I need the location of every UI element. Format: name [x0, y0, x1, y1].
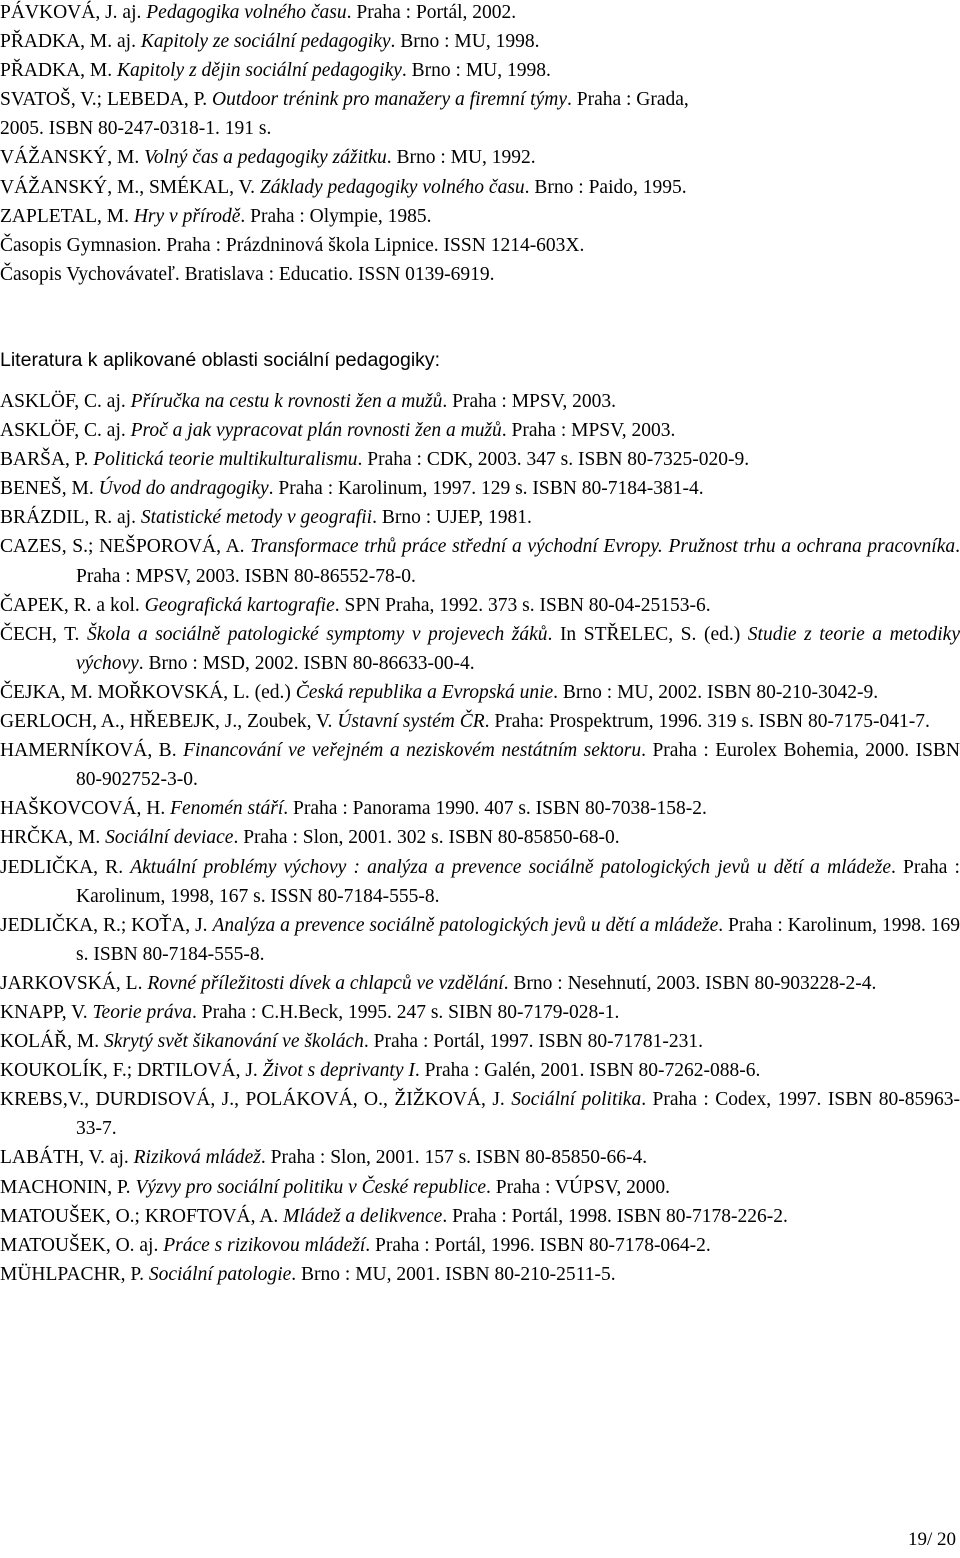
reference-text: . Praha: Prospektrum, 1996. 319 s. ISBN 80-7175-041-7.	[484, 711, 930, 733]
reference-text: . Praha : C.H.Beck, 1995. 247 s. SIBN 80-7179-028-1.	[192, 1001, 620, 1023]
reference-text: . Praha : Karolinum, 1997. 129 s. ISBN 80-7184-381-4.	[268, 478, 704, 500]
reference-title: Ústavní systém ČR	[337, 711, 485, 733]
reference-text: ZAPLETAL, M.	[0, 205, 134, 227]
reference-text: LABÁTH, V. aj.	[0, 1147, 134, 1169]
reference-entry	[0, 1202, 960, 1231]
reference-entry	[0, 503, 960, 532]
reference-text: MACHONIN, P.	[0, 1176, 136, 1198]
reference-text: KOUKOLÍK, F.; DRTILOVÁ, J.	[0, 1060, 263, 1082]
reference-entry	[0, 416, 960, 445]
reference-text: . Praha : MPSV, 2003.	[501, 420, 676, 442]
reference-entry	[0, 387, 960, 416]
reference-text: KNAPP, V.	[0, 1001, 93, 1023]
reference-title: Studie z teorie a metodiky výchovy	[76, 623, 960, 674]
reference-text: . Praha : Karolinum, 1998. 169 s. ISBN 80-7184-555-8.	[76, 914, 960, 965]
reference-text: . Brno : MU, 1998.	[401, 60, 551, 82]
reference-text: BENEŠ, M.	[0, 478, 99, 500]
reference-title: Proč a jak vypracovat plán rovnosti žen a mužů	[130, 420, 502, 442]
reference-entry	[0, 969, 960, 998]
reference-text: . Praha : Grada,	[566, 89, 689, 111]
reference-entry	[0, 707, 960, 736]
reference-text: . In STŘELEC, S. (ed.)	[547, 623, 748, 645]
reference-text: . Praha : Codex, 1997. ISBN 80-85963-33-7.	[76, 1089, 960, 1140]
reference-text: . Praha : Slon, 2001. 157 s. ISBN 80-85850-66-4.	[260, 1147, 648, 1169]
reference-title: Transformace trhů práce střední a východní Evropy. Pružnost trhu a ochrana pracovníka	[250, 536, 956, 558]
reference-text: . Praha : Portál, 2002.	[346, 2, 517, 23]
reference-title: Financování ve veřejném a neziskovém nestátním sektoru	[183, 740, 642, 762]
reference-text: BRÁZDIL, R. aj.	[0, 507, 141, 529]
reference-text: . Brno : MU, 1998.	[390, 31, 540, 53]
reference-title: Sociální deviace	[105, 827, 234, 849]
reference-text: Časopis Vychovávateľ. Bratislava : Educatio. ISSN 0139-6919.	[0, 263, 495, 285]
reference-entry	[0, 202, 960, 231]
reference-entry	[0, 1173, 960, 1202]
reference-text: . Praha : Slon, 2001. 302 s. ISBN 80-85850-68-0.	[233, 827, 620, 849]
reference-title: Kapitoly ze sociální pedagogiky	[140, 31, 391, 53]
reference-entry	[0, 260, 960, 289]
reference-text: ČECH, T.	[0, 623, 87, 645]
reference-text: . Brno : UJEP, 1981.	[372, 507, 532, 529]
reference-entry	[0, 911, 960, 969]
reference-list-general	[0, 0, 960, 289]
reference-text: . Brno : MU, 2001. ISBN 80-210-2511-5.	[291, 1263, 616, 1285]
reference-title: Rovné příležitosti dívek a chlapců ve vzdělání	[147, 972, 504, 994]
reference-entry	[0, 591, 960, 620]
reference-entry	[0, 1085, 960, 1143]
reference-title: Sociální politika	[511, 1089, 642, 1111]
reference-text: . Praha : Portál, 1997. ISBN 80-71781-231.	[363, 1031, 703, 1053]
reference-text: . SPN Praha, 1992. 373 s. ISBN 80-04-25153-6.	[334, 594, 711, 616]
reference-title: Fenomén stáří	[170, 798, 284, 820]
reference-text: KOLÁŘ, M.	[0, 1031, 105, 1053]
reference-title: Základy pedagogiky volného času	[259, 176, 525, 198]
reference-title: Kapitoly z dějin sociální pedagogiky	[117, 60, 402, 82]
reference-entry	[0, 173, 960, 202]
reference-list-applied	[0, 387, 960, 1289]
reference-title: Statistické metody v geografii	[140, 507, 373, 529]
reference-text: KREBS,V., DURDISOVÁ, J., POLÁKOVÁ, O., ŽIŽKOVÁ, J.	[0, 1089, 512, 1111]
reference-text: MATOUŠEK, O.; KROFTOVÁ, A.	[0, 1205, 284, 1227]
reference-text: . Praha : CDK, 2003. 347 s. ISBN 80-7325-020-9.	[357, 449, 750, 471]
reference-text: . Praha : Eurolex Bohemia, 2000. ISBN 80-902752-3-0.	[76, 740, 960, 791]
reference-text: ČAPEK, R. a kol.	[0, 594, 145, 616]
reference-entry	[0, 143, 960, 172]
reference-text: . Brno : MU, 2002. ISBN 80-210-3042-9.	[553, 681, 879, 703]
reference-text: . Praha : Galén, 2001. ISBN 80-7262-088-6.	[414, 1060, 761, 1082]
reference-text: 2005. ISBN 80-247-0318-1. 191 s.	[0, 118, 272, 140]
reference-text: . Praha : Karolinum, 1998, 167 s. ISSN 80-7184-555-8.	[76, 856, 960, 907]
reference-title: Příručka na cestu k rovnosti žen a mužů	[130, 391, 443, 412]
reference-text: JEDLIČKA, R.	[0, 856, 131, 878]
reference-title: Analýza a prevence sociálně patologických jevů u dětí a mládeže	[212, 914, 719, 936]
reference-title: Teorie práva	[92, 1001, 192, 1023]
reference-entry	[0, 853, 960, 911]
reference-entry	[0, 998, 960, 1027]
reference-title: Outdoor trénink pro manažery a firemní týmy	[212, 89, 567, 111]
reference-text: MÜHLPACHR, P.	[0, 1263, 149, 1285]
reference-title: Riziková mládež	[133, 1147, 261, 1169]
reference-title: Úvod do andragogiky	[98, 478, 269, 500]
reference-title: Mládež a delikvence	[283, 1205, 443, 1227]
reference-title: Život s deprivanty I	[262, 1060, 415, 1082]
reference-text: PŘADKA, M. aj.	[0, 31, 141, 53]
reference-title: Politická teorie multikulturalismu	[93, 449, 358, 471]
reference-title: Hry v přírodě	[133, 205, 241, 227]
reference-entry	[0, 56, 960, 85]
reference-text: ČEJKA, M. MOŘKOVSKÁ, L. (ed.)	[0, 681, 296, 703]
reference-entry	[0, 231, 960, 260]
reference-text: HRČKA, M.	[0, 827, 106, 849]
reference-text: . Brno : MU, 1992.	[386, 147, 536, 169]
reference-entry	[0, 823, 960, 852]
reference-title: Výzvy pro sociální politiku v České republice	[135, 1176, 486, 1198]
reference-title: Sociální patologie	[148, 1263, 292, 1285]
reference-title: Geografická kartografie	[144, 594, 335, 616]
reference-text: SVATOŠ, V.; LEBEDA, P.	[0, 89, 213, 111]
reference-title: Česká republika a Evropská unie	[295, 681, 554, 703]
reference-entry	[0, 1231, 960, 1260]
reference-entry	[0, 114, 960, 143]
reference-entry	[0, 620, 960, 678]
reference-text: GERLOCH, A., HŘEBEJK, J., Zoubek, V.	[0, 711, 338, 733]
reference-text: Časopis Gymnasion. Praha : Prázdninová škola Lipnice. ISSN 1214-603X.	[0, 234, 585, 256]
reference-title: Práce s rizikovou mládeží	[163, 1234, 366, 1256]
reference-entry	[0, 1056, 960, 1085]
reference-text: . Brno : MSD, 2002. ISBN 80-86633-00-4.	[138, 652, 475, 674]
reference-title: Aktuální problémy výchovy : analýza a prevence sociálně patologických jevů u dětí a mládeže	[130, 856, 891, 878]
reference-text: ASKLÖF, C. aj.	[0, 420, 131, 442]
reference-entry	[0, 445, 960, 474]
reference-text: ASKLÖF, C. aj.	[0, 391, 131, 412]
reference-text: . Brno : Nesehnutí, 2003. ISBN 80-903228-2-4.	[503, 972, 877, 994]
reference-entry	[0, 532, 960, 590]
reference-text: JARKOVSKÁ, L.	[0, 972, 148, 994]
reference-text: VÁŽANSKÝ, M.	[0, 147, 145, 169]
reference-text: . Praha : Panorama 1990. 407 s. ISBN 80-7038-158-2.	[283, 798, 707, 820]
page-number: 19/ 20	[907, 1529, 956, 1550]
reference-entry	[0, 27, 960, 56]
reference-text: . Praha : MPSV, 2003. ISBN 80-86552-78-0.	[76, 536, 960, 587]
reference-entry	[0, 1143, 960, 1172]
reference-entry	[0, 736, 960, 794]
reference-text: VÁŽANSKÝ, M., SMÉKAL, V.	[0, 176, 260, 198]
reference-entry	[0, 85, 960, 114]
reference-entry	[0, 678, 960, 707]
reference-text: . Praha : Portál, 1996. ISBN 80-7178-064-2.	[365, 1234, 711, 1256]
reference-text: . Praha : Portál, 1998. ISBN 80-7178-226-2.	[442, 1205, 788, 1227]
reference-text: . Brno : Paido, 1995.	[524, 176, 687, 198]
reference-text: MATOUŠEK, O. aj.	[0, 1234, 164, 1256]
reference-title: Škola a sociálně patologické symptomy v projevech žáků	[87, 623, 548, 645]
reference-entry	[0, 794, 960, 823]
reference-title: Skrytý svět šikanování ve školách	[104, 1031, 364, 1053]
reference-text: PŘADKA, M.	[0, 60, 118, 82]
reference-entry	[0, 1260, 960, 1289]
reference-text: . Praha : VÚPSV, 2000.	[485, 1176, 670, 1198]
reference-text: BARŠA, P.	[0, 449, 94, 471]
reference-text: . Praha : MPSV, 2003.	[442, 391, 616, 412]
reference-text: CAZES, S.; NEŠPOROVÁ, A.	[0, 536, 251, 558]
section-heading: Literatura k aplikované oblasti sociální pedagogiky:	[0, 349, 441, 371]
reference-text: . Praha : Olympie, 1985.	[240, 205, 432, 227]
reference-text: HAŠKOVCOVÁ, H.	[0, 798, 171, 820]
reference-title: Volný čas a pedagogiky zážitku	[144, 147, 387, 169]
reference-title: Pedagogika volného času	[146, 2, 347, 23]
reference-text: PÁVKOVÁ, J. aj.	[0, 2, 147, 23]
reference-entry	[0, 0, 960, 27]
reference-text: JEDLIČKA, R.; KOŤA, J.	[0, 914, 213, 936]
reference-entry	[0, 474, 960, 503]
reference-text: HAMERNÍKOVÁ, B.	[0, 740, 184, 762]
reference-entry	[0, 1027, 960, 1056]
